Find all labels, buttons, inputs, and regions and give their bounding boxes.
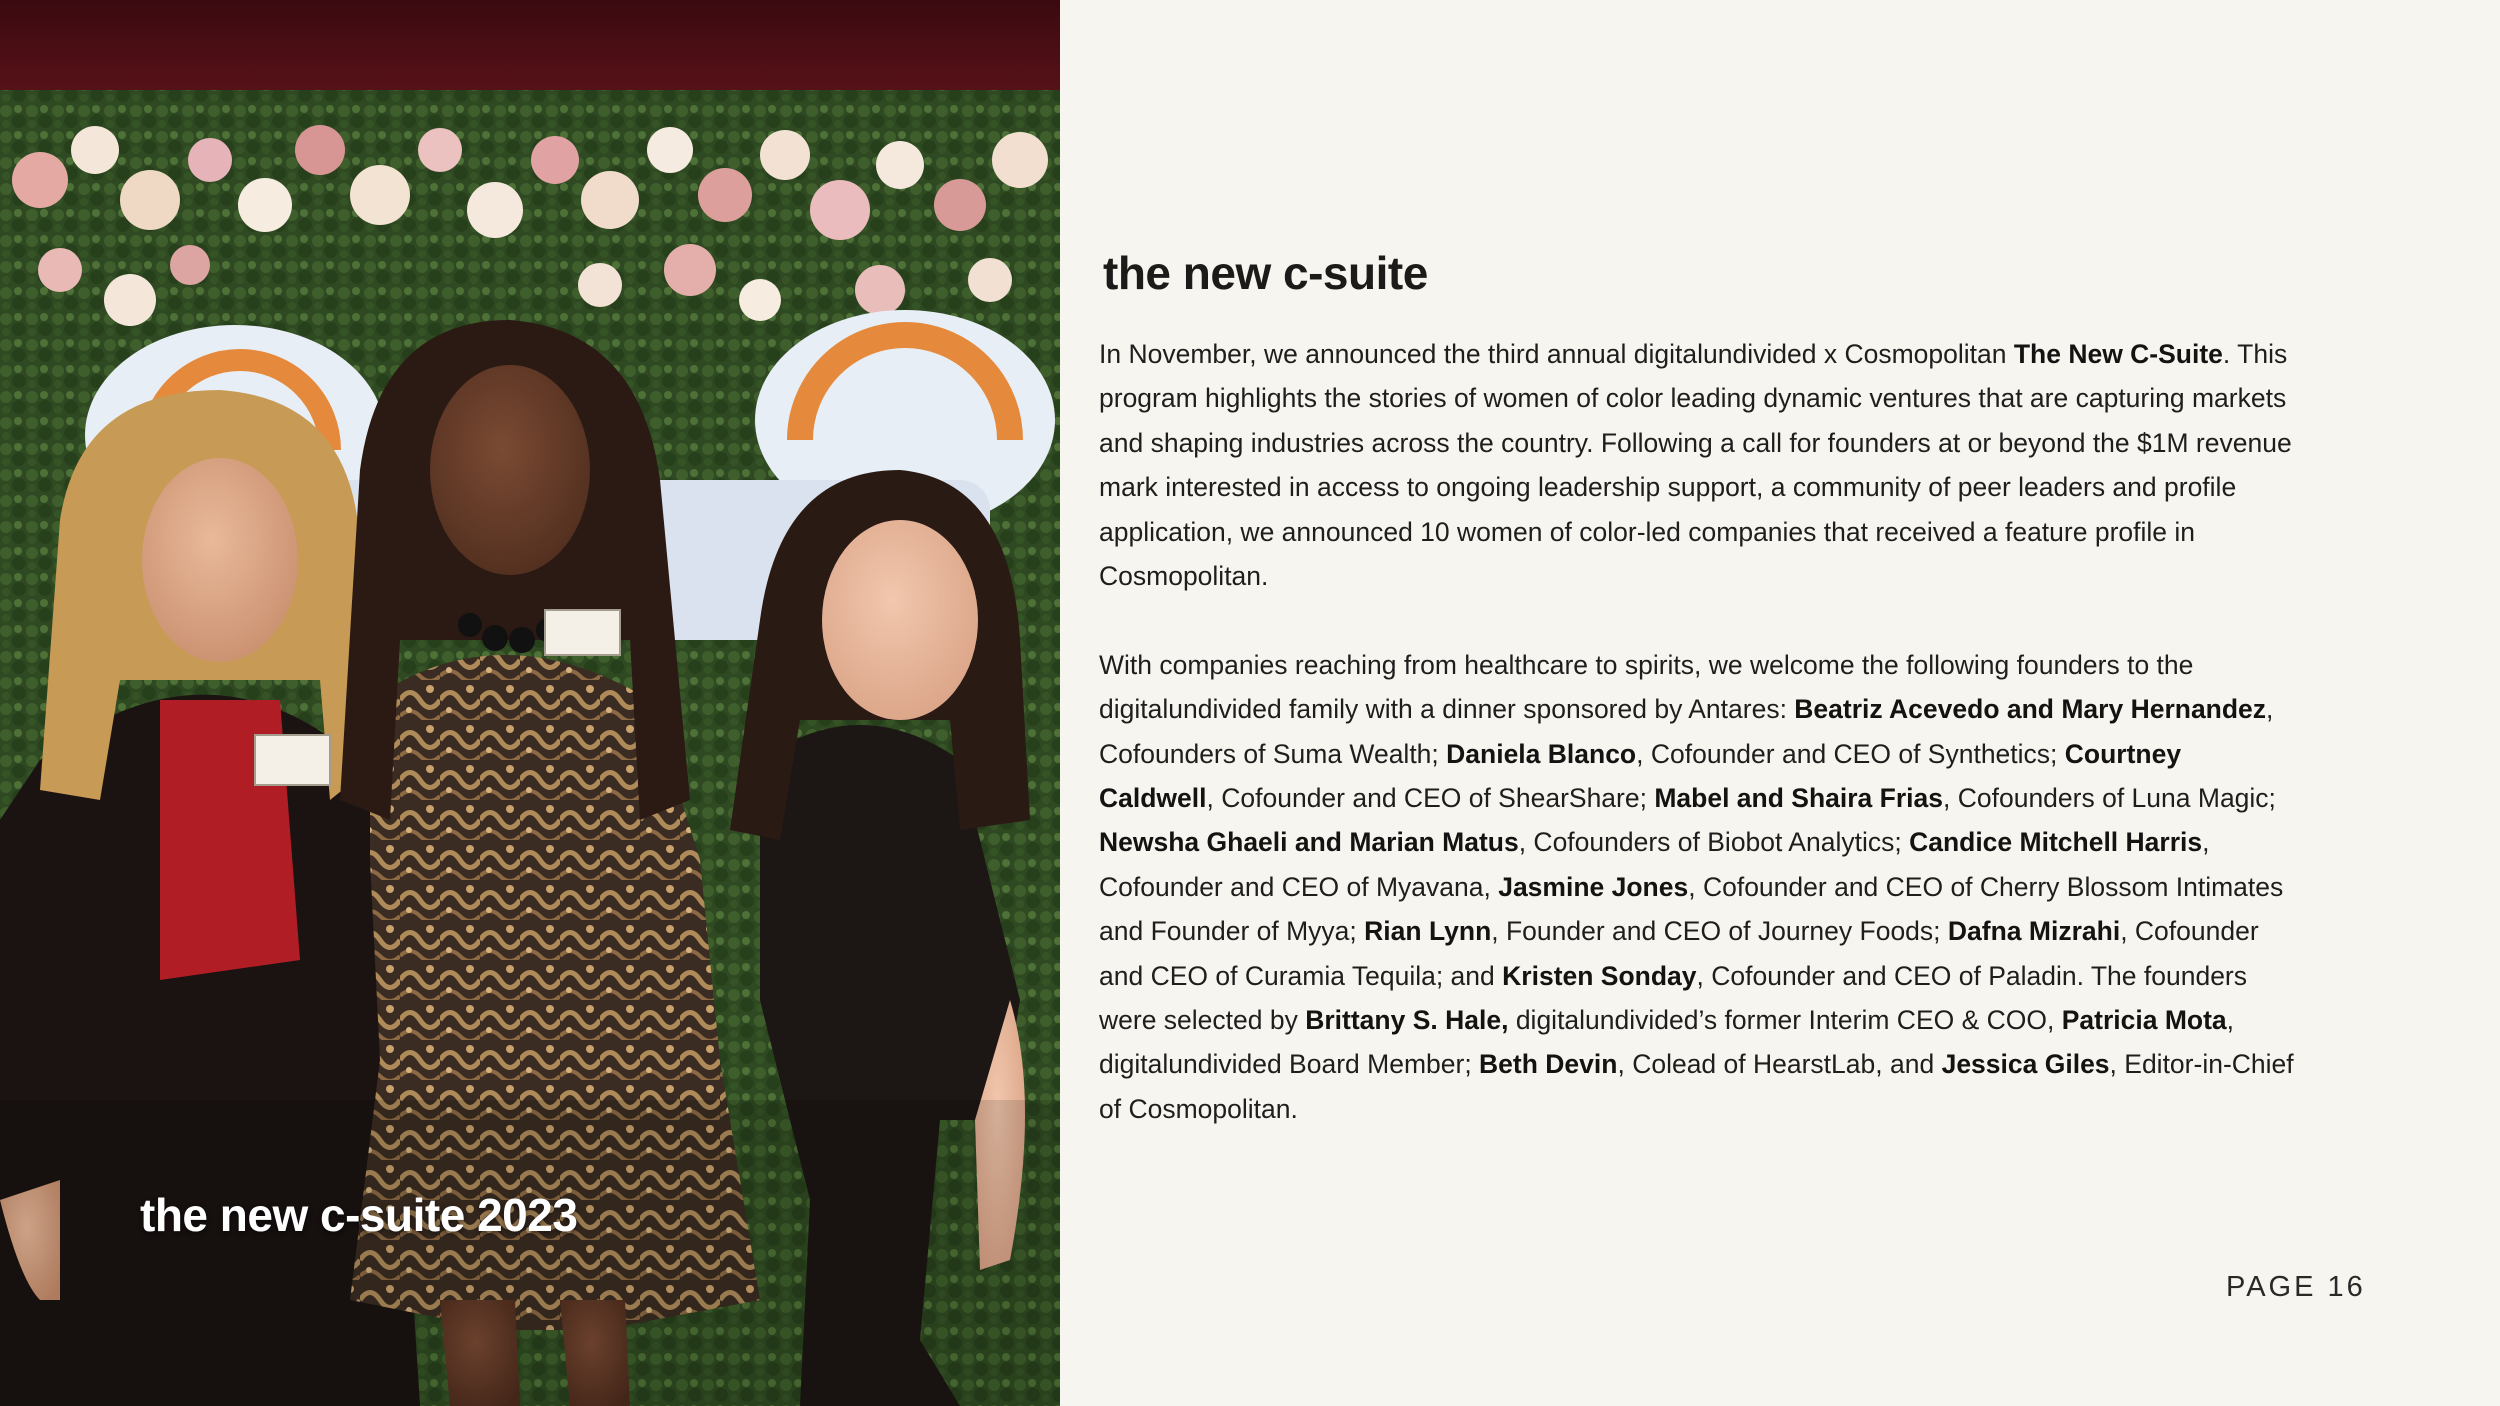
- bold-run: Beatriz Acevedo and Mary Hernandez: [1794, 694, 2267, 725]
- text-run: , digitalundivided Board Member;: [1099, 1005, 2235, 1080]
- bold-run: Candice Mitchell Harris: [1909, 827, 2203, 858]
- founders-paragraph: [1099, 643, 2299, 1131]
- text-run: , Cofounders of Biobot Analytics;: [1518, 827, 1910, 858]
- bold-run: The New C-Suite: [2013, 339, 2223, 369]
- bold-run: Jasmine Jones: [1498, 871, 1689, 902]
- photo-caption: the new c-suite 2023: [140, 1189, 578, 1241]
- event-photo: [0, 0, 1060, 1406]
- bold-run: Kristen Sonday: [1502, 960, 1697, 991]
- bold-run: Mabel and Shaira Frias: [1654, 783, 1943, 814]
- bold-run: Dafna Mizrahi: [1947, 916, 2121, 947]
- bold-run: Daniela Blanco: [1446, 738, 1637, 769]
- bold-run: Rian Lynn: [1364, 916, 1492, 947]
- text-run: , Cofounder and CEO of Cherry Blossom Intimates and Founder of Myya;: [1099, 871, 2284, 947]
- text-run: , Editor-in-Chief of Cosmopolitan.: [1099, 1049, 2294, 1124]
- text-run: , Cofounder and CEO of Paladin. The founders were selected by: [1099, 960, 2248, 1036]
- bold-run: Patricia Mota: [2061, 1005, 2227, 1036]
- text-run: In November, we announced the third annual digitalundivided x Cosmopolitan: [1099, 339, 2014, 369]
- text-run: , Colead of HearstLab, and: [1617, 1049, 1942, 1080]
- bold-run: Brittany S. Hale,: [1305, 1005, 1509, 1036]
- text-run: digitalundivided’s former Interim CEO & COO,: [1508, 1005, 2062, 1036]
- text-run: , Cofounder and CEO of ShearShare;: [1206, 783, 1655, 814]
- text-run: With companies reaching from healthcare to spirits, we welcome the following founders to the digitalundivided family with a dinner sponsored by Antares:: [1099, 649, 2194, 725]
- intro-paragraph: [1099, 332, 2299, 598]
- text-run: , Cofounder and CEO of Curamia Tequila; and: [1099, 916, 2259, 991]
- text-run: , Founder and CEO of Journey Foods;: [1491, 916, 1948, 947]
- bold-run: Newsha Ghaeli and Marian Matus: [1099, 827, 1519, 858]
- text-run: , Cofounder and CEO of Synthetics;: [1636, 738, 2065, 769]
- text-run: , Cofounder and CEO of Myavana,: [1099, 827, 2210, 902]
- bold-run: Beth Devin: [1479, 1049, 1618, 1080]
- bold-run: Courtney Caldwell: [1099, 738, 2182, 814]
- page-number: PAGE 16: [2226, 1271, 2366, 1303]
- section-heading: the new c-suite: [1103, 247, 1428, 299]
- text-run: , Cofounders of Suma Wealth;: [1099, 694, 2274, 769]
- text-run: , Cofounders of Luna Magic;: [1943, 783, 2276, 814]
- bold-run: Jessica Giles: [1941, 1049, 2110, 1080]
- text-run: . This program highlights the stories of women of color leading dynamic ventures that are capturing markets and shaping industries across the country. Following a call for founders at or beyond the $1M revenue mark interested in access to ongoing leadership support, a community of peer leaders and profile application, we announced 10 women of color-led companies that received a feature profile in Cosmopolitan.: [1099, 339, 2292, 592]
- body-text: [1099, 332, 2299, 1131]
